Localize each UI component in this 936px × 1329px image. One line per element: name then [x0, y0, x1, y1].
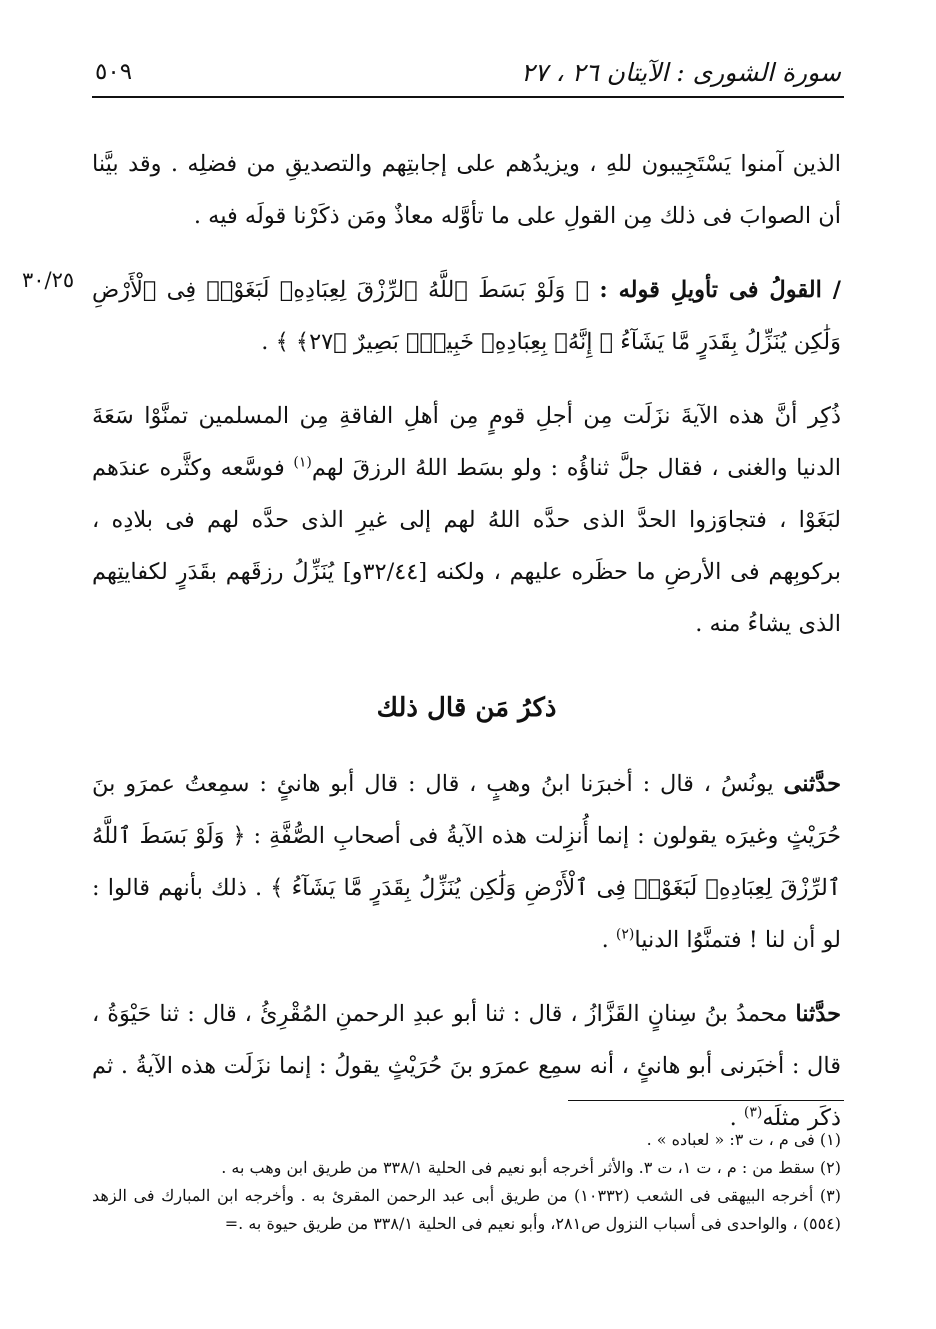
running-header: [95, 52, 841, 92]
footnote-rule: [568, 1100, 844, 1101]
footnote-3: (٣) أخرجه البيهقى فى الشعب (١٠٣٣٢) من طريق أبى عبد الرحمن المقرئ به . وأخرجه ابن المبارك فى الزهد (٥٥٤) ، والواحدى فى أسباب النزول ص٢٨١، وأبو نعيم فى الحلية ٣٣٨/١ من طريق حيوة به .=: [92, 1186, 841, 1233]
footnote-marker-2: (٢): [615, 926, 635, 943]
paragraph-commentary: [92, 390, 841, 650]
paragraph-1: الذين آمنوا يَسْتَجِيبون للهِ ، ويزيدُهم على إجابتِهم والتصديقِ من فضلِه . وقد بيَّنا أن الصوابَ فى ذلك مِن القولِ على ما تأوَّله معاذٌ ومَن ذكَرْنا قولَه فيه .: [92, 151, 841, 229]
quran-verse: ﴿ وَلَوْ بَسَطَ ٱللَّهُ ٱلرِّزْقَ لِعِبَادِهِۦ لَبَغَوْا۟ فِى ٱلْأَرْضِ وَلَٰكِن يُنَزِّلُ بِقَدَرٍ مَّا يَشَآءُ ۚ إِنَّهُۥ بِعِبَادِهِۦ خَبِيرٌۢ بَصِيرٌ ﴿٢٧﴾ ﴾ .: [92, 277, 841, 355]
footnote-marker-1: (١): [293, 454, 312, 471]
narration-1-lead: حدَّثنى: [783, 771, 841, 797]
commentary-text-a: ذُكِر أنَّ هذه الآيةَ نزَلَت مِن أجلِ قومٍ مِن أهلِ الفاقةِ مِن المسلمين تمنَّوْا سَعَةَ الدنيا والغنى ، فقال جلَّ ثناؤُه : ولو بسَط اللهُ الرزقَ لهم: [92, 403, 842, 481]
footnote-1: (١) فى م ، ت ٣: « لعباده » .: [646, 1130, 841, 1149]
footnotes: [92, 1126, 841, 1238]
narration-2: حدَّثنا محمدُ بنُ سِنانٍ القَزَّازُ ، قال : ثنا أبو عبدِ الرحمنِ المُقْرِئُ ، قال : ثنا حَيْوَةُ ، قال : أخبَرنى أبو هانئٍ ، أنه سمِع عمرَو بنَ حُرَيْثٍ يقولُ : إنما نزَلَت هذه الآيةُ . ثم ذكَر مثلَه$^{(٣)}$ .: [92, 1001, 842, 1131]
tafsir-lead: / القولُ فى تأويلِ قوله :: [599, 277, 841, 303]
margin-reference: ٣٠/٢٥: [22, 268, 75, 292]
running-title: سورة الشورى : الآيتان ٢٦ ، ٢٧: [520, 57, 841, 87]
narration-1-text: يونُسُ ، قال : أخبرَنا ابنُ وهبٍ ، قال : قال أبو هانئٍ : سمِعتُ عمرَو بنَ حُرَيْثٍ وغيرَه يقولون : إنما أُنزِلت هذه الآيةُ فى أصحابِ الصُّفَّةِ : ﴿ وَلَوْ بَسَطَ ٱللَّهُ ٱلرِّزْقَ لِعِبَادِهِۦ لَبَغَوْا۟ فِى ٱلْأَرْضِ وَلَٰكِن يُنَزِّلُ بِقَدَرٍ مَّا يَشَآءُ ﴾ . ذلك بأنهم قالوا : لو أن لنا ! فتمنَّوُا الدنيا: [92, 771, 841, 953]
header-rule: [92, 96, 844, 98]
section-heading: ذكرُ مَن قال ذلك: [376, 693, 557, 723]
narration-2-text: محمدُ بنُ سِنانٍ القَزَّازُ ، قال : ثنا أبو عبدِ الرحمنِ المُقْرِئُ ، قال : ثنا حَيْوَةُ ، قال : أخبَرنى أبو هانئٍ ، أنه سمِع عمرَو بنَ حُرَيْثٍ يقولُ : إنما نزَلَت هذه الآيةُ . ثم ذكَر مثلَه: [92, 1001, 841, 1131]
commentary-text-b: فوسَّعه وكثَّره عندَهم لبَغَوْا ، فتجاوَزوا الحدَّ الذى حدَّه اللهُ لهم إلى غيرِ الذى حدَّه لهم فى بلادِه ، بركوبِهم فى الأرضِ ما حظَره عليهم ، ولكنه [٣٢/٤٤و] يُنَزِّلُ رزقَهم بقَدَرٍ لكفايتِهم الذى يشاءُ منه .: [92, 455, 841, 637]
footnote-marker-3: (٣): [743, 1104, 763, 1121]
footnote-2: (٢) سقط من : م ، ت ١، ت ٣. والأثر أخرجه أبو نعيم فى الحلية ٣٣٨/١ من طريق ابن وهب به .: [221, 1158, 841, 1177]
narration-2-lead: حدَّثنا: [795, 1001, 842, 1027]
paragraph-verse-heading: [92, 264, 841, 368]
page-number: ٥٠٩: [95, 59, 133, 85]
main-text: [92, 138, 841, 1144]
narration-1: حدَّثنى يونُسُ ، قال : أخبرَنا ابنُ وهبٍ ، قال : قال أبو هانئٍ : سمِعتُ عمرَو بنَ حُرَيْثٍ وغيرَه يقولون : إنما أُنزِلت هذه الآيةُ فى أصحابِ الصُّفَّةِ : ﴿ وَلَوْ بَسَطَ ٱللَّهُ ٱلرِّزْقَ لِعِبَادِهِۦ لَبَغَوْا۟ فِى ٱلْأَرْضِ وَلَٰكِن يُنَزِّلُ بِقَدَرٍ مَّا يَشَآءُ ﴾ . ذلك بأنهم قالوا : لو أن لنا ! فتمنَّوُا الدنيا$^{(٢)}$ .: [92, 771, 841, 953]
